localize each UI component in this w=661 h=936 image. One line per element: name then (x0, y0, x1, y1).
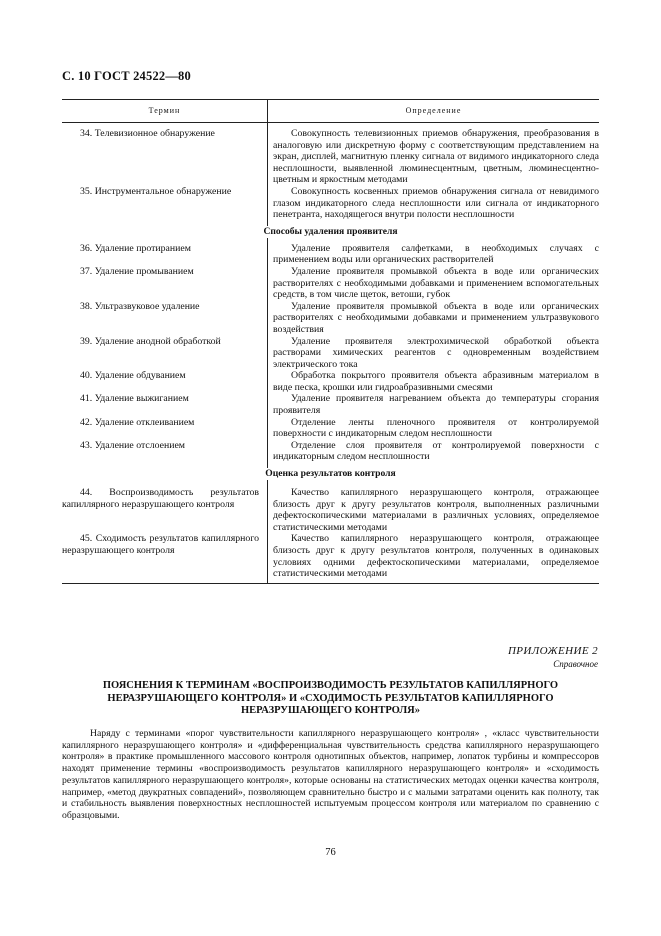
term-cell: 44. Воспроизводимость результатов капиллярного неразрушающего контроля (62, 487, 259, 510)
table-row (62, 440, 599, 463)
definition-cell: Отделение ленты пленочного проявителя от контролируемой поверхности с индикаторным следом несплошности (273, 416, 599, 440)
table-row (62, 487, 599, 533)
definition-cell: Качество капиллярного неразрушающего контроля, отражающее близость друг к другу результатов контроля, выполненных различными дефектоскопическими материалами в различных условиях, определяемое статистическими методами (273, 487, 599, 533)
table-row (62, 533, 599, 579)
definition-cell: Удаление проявителя салфетками, в необходимых случаях с применением воды или органических растворителей (273, 242, 599, 266)
table-row (62, 336, 599, 371)
column-header-definition: Определение (405, 106, 462, 115)
page-header: С. 10 ГОСТ 24522—80 (62, 69, 191, 83)
definition-cell: Совокупность телевизионных приемов обнаружения, преобразования в аналоговую или дискретную форму с соответствующим представлением на экран, дисплей, магнитную пленку сигнала от видимого индикаторного следа несплошности, выявленной люминесцентным, цветным, люминесцентно-цветным и яркостным методами (273, 128, 599, 186)
term-cell: 45. Сходимость результатов капиллярного неразрушающего контроля (62, 533, 259, 556)
title-line: НЕРАЗРУШАЮЩЕГО КОНТРОЛЯ» (241, 705, 420, 717)
table-row (62, 266, 599, 301)
definition-cell: Качество капиллярного неразрушающего контроля, отражающее близость друг к другу результатов контроля, полученных в одинаковых условиях одними дефектоскопическими материалами, определяемое статистическими методами (273, 533, 599, 580)
term-cell: 36. Удаление протиранием (80, 242, 191, 254)
term-cell: 39. Удаление анодной обработкой (80, 335, 221, 347)
term-cell: 40. Удаление обдуванием (80, 370, 186, 382)
table-row (62, 243, 599, 266)
table-row (62, 186, 599, 221)
definition-cell: Удаление проявителя промывкой объекта в воде или органических растворителях с необходимыми добавками и применением вспомогательных средств, в том числе щеток, ветоши, губок (273, 265, 599, 301)
body-paragraph: Наряду с терминами «порог чувствительности капиллярного неразрушающего контроля» , «класс чувствительности капиллярного неразрушающего контроля» и «дифференциальная чувствительность средства капиллярного неразрушающего контроля» в практике промышленного массового контроля однотипных объектов, например, лопаток турбины и компрессоров находят применение термины «воспроизводимость результатов капиллярного неразрушающего контроля» и «сходимость результатов капиллярного неразрушающего контроля», которые основаны на статистических методах оценки качества контроля, например, «метод двукратных совпадений», позволяющем сравнительно быстро и с малыми затратами оценить как полноту, так и стабильность выявления поверхностных несплошностей испытуемым процессом контроля или материалом по сравнению с образцовыми. (62, 728, 599, 821)
term-cell: 41. Удаление выжиганием (80, 393, 189, 405)
column-header-term: Термин (62, 100, 268, 122)
term-cell: 37. Удаление промыванием (80, 265, 194, 277)
title-line: НЕРАЗРУШАЮЩЕГО КОНТРОЛЯ» И «СХОДИМОСТЬ РЕЗУЛЬТАТОВ КАПИЛЛЯРНОГО (107, 692, 554, 704)
appendix-title: ПРИЛОЖЕНИЕ 2 (507, 645, 598, 657)
section-heading: Оценка результатов контроля (62, 468, 599, 480)
appendix-label (508, 645, 598, 669)
term-cell: 34. Телевизионное обнаружение (80, 128, 215, 139)
table-row (62, 417, 599, 440)
appendix-subtitle: Справочное (553, 659, 598, 669)
term-cell: 35. Инструментальное обнаружение (80, 185, 232, 197)
table-header (62, 100, 599, 123)
table-row (62, 370, 599, 393)
table-row (62, 128, 599, 186)
definition-cell: Удаление проявителя промывкой объекта в воде или органических растворителях с необходимыми добавками и применением ультразвукового воздействия (273, 300, 599, 335)
definition-cell: Обработка покрытого проявителя объекта абразивным материалом в виде песка, крошки или гидроабразивными смесями (273, 370, 599, 393)
term-cell: 43. Удаление отслоением (80, 439, 186, 451)
terms-table (62, 99, 599, 584)
section-heading: Способы удаления проявителя (62, 226, 599, 238)
table-body (62, 123, 599, 584)
definition-cell: Совокупность косвенных приемов обнаружения сигнала от невидимого глазом индикаторного следа несплошности или сигнала от индикаторного пенетранта, находящегося внутри полости несплошности (273, 185, 599, 221)
term-cell: 38. Ультразвуковое удаление (80, 300, 200, 312)
section-title (62, 680, 599, 718)
definition-cell: Удаление проявителя электрохимической обработкой объекта растворами химических реагентов с одновременным воздействием электрического тока (273, 335, 599, 370)
table-bottom-rule (62, 580, 599, 584)
page-number: 76 (325, 847, 336, 858)
table-row (62, 301, 599, 336)
definition-cell: Отделение слоя проявителя от контролируемой поверхности с индикаторным следом несплошности (273, 439, 599, 463)
title-line: ПОЯСНЕНИЯ К ТЕРМИНАМ «ВОСПРОИЗВОДИМОСТЬ РЕЗУЛЬТАТОВ КАПИЛЛЯРНОГО (102, 680, 559, 691)
term-cell: 42. Удаление отклеиванием (80, 416, 195, 428)
table-row (62, 393, 599, 416)
definition-cell: Удаление проявителя нагреванием объекта до температуры сгорания проявителя (273, 393, 599, 417)
